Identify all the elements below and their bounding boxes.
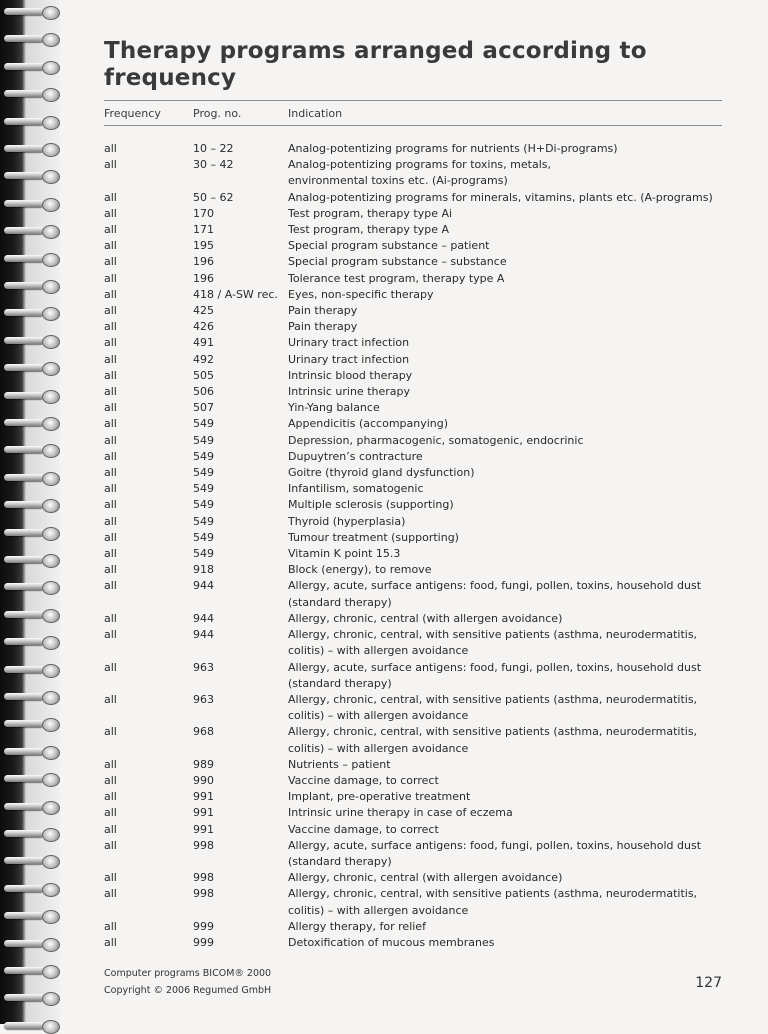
coil-wire — [4, 474, 44, 481]
cell-indication: Analog-potentizing programs for toxins, metals, environmental toxins etc. (Ai-programs) — [288, 158, 551, 188]
cell-prog-no: 990 — [193, 773, 214, 787]
spiral-coil — [4, 689, 58, 705]
punch-hole — [42, 143, 60, 157]
punch-hole — [42, 88, 60, 102]
cell-indication: Multiple sclerosis (supporting) — [288, 498, 454, 512]
cell-frequency: all — [104, 611, 117, 625]
punch-hole — [42, 472, 60, 486]
cell-frequency: all — [104, 871, 117, 885]
cell-prog-no: 505 — [193, 368, 214, 382]
cell-frequency: all — [104, 887, 117, 901]
cell-prog-no: 991 — [193, 790, 214, 804]
table-row — [104, 870, 722, 886]
table-row — [104, 497, 722, 513]
punch-hole — [42, 307, 60, 321]
cell-prog-no: 491 — [193, 336, 214, 350]
cell-prog-no: 418 / A-SW rec. — [193, 287, 278, 301]
cell-frequency: all — [104, 498, 117, 512]
cell-prog-no: 998 — [193, 887, 214, 901]
cell-indication: Special program substance – patient — [288, 239, 490, 253]
punch-hole — [42, 910, 60, 924]
punch-hole — [42, 61, 60, 75]
cell-frequency: all — [104, 287, 117, 301]
punch-hole — [42, 499, 60, 513]
coil-wire — [4, 35, 44, 42]
table-row — [104, 465, 722, 481]
coil-wire — [4, 63, 44, 70]
cell-indication: Infantilism, somatogenic — [288, 482, 424, 496]
cell-frequency: all — [104, 417, 117, 431]
cell-indication: Allergy, chronic, central, with sensitive patients (asthma, neurodermatitis, colitis) – with allergen avoidance — [288, 725, 698, 755]
spiral-coil — [4, 470, 58, 486]
cell-prog-no: 991 — [193, 822, 214, 836]
page-content — [104, 38, 722, 951]
spiral-coil — [4, 59, 58, 75]
cell-frequency: all — [104, 790, 117, 804]
punch-hole — [42, 444, 60, 458]
spiral-coil — [4, 936, 58, 952]
cell-prog-no: 998 — [193, 838, 214, 852]
spiral-coil — [4, 388, 58, 404]
table-row — [104, 724, 722, 756]
coil-wire — [4, 803, 44, 810]
table-row — [104, 157, 722, 189]
cell-prog-no: 991 — [193, 806, 214, 820]
cell-indication: Intrinsic urine therapy in case of eczema — [288, 806, 513, 820]
page-number: 127 — [695, 975, 722, 991]
table-row — [104, 660, 722, 692]
coil-wire — [4, 583, 44, 590]
cell-frequency: all — [104, 725, 117, 739]
coil-wire — [4, 501, 44, 508]
table-row — [104, 400, 722, 416]
program-table — [104, 141, 722, 951]
cell-indication: Allergy, chronic, central, with sensitive patients (asthma, neurodermatitis, colitis) – with allergen avoidance — [288, 887, 698, 917]
spiral-coil — [4, 223, 58, 239]
cell-indication: Allergy, acute, surface antigens: food, fungi, pollen, toxins, household dust (standard therapy) — [288, 660, 702, 690]
punch-hole — [42, 225, 60, 239]
cell-frequency: all — [104, 304, 117, 318]
spiral-coil — [4, 853, 58, 869]
coil-wire — [4, 227, 44, 234]
table-row — [104, 611, 722, 627]
punch-hole — [42, 992, 60, 1006]
spiral-coil — [4, 963, 58, 979]
cell-frequency: all — [104, 660, 117, 674]
punch-hole — [42, 33, 60, 47]
cell-prog-no: 549 — [193, 433, 214, 447]
punch-hole — [42, 965, 60, 979]
spiral-coil — [4, 716, 58, 732]
coil-wire — [4, 994, 44, 1001]
spiral-coil — [4, 799, 58, 815]
coil-wire — [4, 748, 44, 755]
cell-prog-no: 425 — [193, 304, 214, 318]
cell-indication: Intrinsic blood therapy — [288, 368, 413, 382]
cell-frequency: all — [104, 757, 117, 771]
coil-wire — [4, 912, 44, 919]
table-row — [104, 546, 722, 562]
cell-frequency: all — [104, 530, 117, 544]
punch-hole — [42, 938, 60, 952]
cell-prog-no: 30 – 42 — [193, 158, 234, 172]
cell-indication: Eyes, non-specific therapy — [288, 287, 434, 301]
cell-frequency: all — [104, 401, 117, 415]
spiral-coil — [4, 305, 58, 321]
table-row — [104, 789, 722, 805]
spiral-coil — [4, 525, 58, 541]
spiral-coil — [4, 168, 58, 184]
cell-indication: Depression, pharmacogenic, somatogenic, endocrinic — [288, 433, 584, 447]
table-row — [104, 335, 722, 351]
cell-prog-no: 918 — [193, 563, 214, 577]
cell-frequency: all — [104, 806, 117, 820]
cell-prog-no: 549 — [193, 449, 214, 463]
spiral-coil — [4, 908, 58, 924]
table-row — [104, 514, 722, 530]
coil-wire — [4, 419, 44, 426]
table-row — [104, 935, 722, 951]
punch-hole — [42, 691, 60, 705]
cell-indication: Thyroid (hyperplasia) — [288, 514, 406, 528]
coil-wire — [4, 940, 44, 947]
spiral-coil — [4, 771, 58, 787]
page-title: Therapy programs arranged according to frequency — [104, 38, 647, 91]
coil-wire — [4, 693, 44, 700]
table-row — [104, 416, 722, 432]
cell-frequency: all — [104, 320, 117, 334]
cell-prog-no: 426 — [193, 320, 214, 334]
cell-prog-no: 171 — [193, 223, 214, 237]
table-row — [104, 773, 722, 789]
coil-wire — [4, 556, 44, 563]
cell-indication: Urinary tract infection — [288, 336, 410, 350]
spiral-coil — [4, 251, 58, 267]
cell-prog-no: 50 – 62 — [193, 190, 234, 204]
cell-frequency: all — [104, 433, 117, 447]
table-row — [104, 206, 722, 222]
punch-hole — [42, 198, 60, 212]
cell-frequency: all — [104, 822, 117, 836]
cell-indication: Detoxification of mucous membranes — [288, 935, 495, 949]
punch-hole — [42, 664, 60, 678]
coil-wire — [4, 611, 44, 618]
coil-wire — [4, 337, 44, 344]
spiral-coil — [4, 579, 58, 595]
spiral-coil — [4, 442, 58, 458]
cell-prog-no: 549 — [193, 547, 214, 561]
spiral-coil — [4, 114, 58, 130]
cell-frequency: all — [104, 692, 117, 706]
cell-indication: Dupuytren’s contracture — [288, 449, 423, 463]
coil-wire — [4, 392, 44, 399]
punch-hole — [42, 390, 60, 404]
spiral-coil — [4, 333, 58, 349]
spiral-coil — [4, 552, 58, 568]
cell-frequency: all — [104, 563, 117, 577]
coil-wire — [4, 309, 44, 316]
table-row — [104, 238, 722, 254]
punch-hole — [42, 362, 60, 376]
cell-prog-no: 944 — [193, 579, 214, 593]
cell-prog-no: 196 — [193, 271, 214, 285]
cell-indication: Allergy, chronic, central (with allergen avoidance) — [288, 871, 563, 885]
spiral-coil — [4, 662, 58, 678]
cell-prog-no: 549 — [193, 498, 214, 512]
cell-frequency: all — [104, 773, 117, 787]
cell-indication: Vaccine damage, to correct — [288, 822, 439, 836]
cell-prog-no: 195 — [193, 239, 214, 253]
cell-frequency: all — [104, 158, 117, 172]
cell-frequency: all — [104, 190, 117, 204]
table-row — [104, 530, 722, 546]
cell-indication: Allergy, chronic, central (with allergen avoidance) — [288, 611, 563, 625]
cell-indication: Test program, therapy type A — [288, 223, 450, 237]
table-row — [104, 822, 722, 838]
punch-hole — [42, 773, 60, 787]
coil-wire — [4, 775, 44, 782]
cell-prog-no: 989 — [193, 757, 214, 771]
table-row — [104, 222, 722, 238]
table-row — [104, 271, 722, 287]
cell-indication: Implant, pre-operative treatment — [288, 790, 471, 804]
cell-frequency: all — [104, 368, 117, 382]
punch-hole — [42, 609, 60, 623]
table-row — [104, 384, 722, 400]
cell-prog-no: 549 — [193, 514, 214, 528]
coil-wire — [4, 8, 44, 15]
coil-wire — [4, 967, 44, 974]
punch-hole — [42, 581, 60, 595]
table-row — [104, 562, 722, 578]
table-row — [104, 303, 722, 319]
cell-indication: Allergy, acute, surface antigens: food, fungi, pollen, toxins, household dust (standard therapy) — [288, 579, 702, 609]
spiral-coil — [4, 881, 58, 897]
cell-frequency: all — [104, 336, 117, 350]
cell-indication: Goitre (thyroid gland dysfunction) — [288, 466, 475, 480]
header-bottom-rule — [104, 125, 722, 126]
spiral-coil — [4, 4, 58, 20]
punch-hole — [42, 883, 60, 897]
table-header — [104, 101, 722, 125]
coil-wire — [4, 118, 44, 125]
table-row — [104, 190, 722, 206]
spiral-coil — [4, 744, 58, 760]
column-header-frequency: Frequency — [104, 106, 161, 120]
cell-prog-no: 549 — [193, 482, 214, 496]
coil-wire — [4, 638, 44, 645]
spiral-coil — [4, 826, 58, 842]
column-header-indication: Indication — [288, 106, 343, 120]
cell-indication: Yin-Yang balance — [288, 401, 380, 415]
cell-prog-no: 506 — [193, 385, 214, 399]
cell-prog-no: 944 — [193, 611, 214, 625]
coil-wire — [4, 255, 44, 262]
cell-frequency: all — [104, 271, 117, 285]
coil-wire — [4, 446, 44, 453]
coil-wire — [4, 666, 44, 673]
punch-hole — [42, 718, 60, 732]
cell-prog-no: 170 — [193, 206, 214, 220]
cell-prog-no: 492 — [193, 352, 214, 366]
cell-prog-no: 963 — [193, 692, 214, 706]
cell-prog-no: 968 — [193, 725, 214, 739]
cell-frequency: all — [104, 142, 117, 155]
punch-hole — [42, 527, 60, 541]
coil-wire — [4, 529, 44, 536]
cell-frequency: all — [104, 239, 117, 253]
cell-frequency: all — [104, 255, 117, 269]
punch-hole — [42, 1020, 60, 1034]
cell-prog-no: 10 – 22 — [193, 142, 234, 155]
punch-hole — [42, 280, 60, 294]
spiral-coil — [4, 607, 58, 623]
coil-wire — [4, 282, 44, 289]
cell-indication: Nutrients – patient — [288, 757, 391, 771]
spiral-coil — [4, 415, 58, 431]
punch-hole — [42, 116, 60, 130]
punch-hole — [42, 636, 60, 650]
coil-wire — [4, 364, 44, 371]
cell-prog-no: 998 — [193, 871, 214, 885]
spiral-binding — [0, 0, 60, 1024]
cell-frequency: all — [104, 223, 117, 237]
spiral-coil — [4, 278, 58, 294]
cell-indication: Allergy, chronic, central, with sensitive patients (asthma, neurodermatitis, colitis) – with allergen avoidance — [288, 628, 698, 658]
spiral-coil — [4, 990, 58, 1006]
table-row — [104, 627, 722, 659]
cell-prog-no: 196 — [193, 255, 214, 269]
coil-wire — [4, 172, 44, 179]
cell-indication: Analog-potentizing programs for nutrients (H+Di-programs) — [288, 142, 618, 155]
table-row — [104, 319, 722, 335]
coil-wire — [4, 885, 44, 892]
cell-frequency: all — [104, 935, 117, 949]
cell-indication: Test program, therapy type Ai — [288, 206, 453, 220]
coil-wire — [4, 200, 44, 207]
cell-prog-no: 999 — [193, 935, 214, 949]
punch-hole — [42, 855, 60, 869]
table-row — [104, 449, 722, 465]
coil-wire — [4, 145, 44, 152]
cell-indication: Analog-potentizing programs for minerals, vitamins, plants etc. (A-programs) — [288, 190, 713, 204]
table-row — [104, 919, 722, 935]
table-row — [104, 886, 722, 918]
table-row — [104, 352, 722, 368]
table-row — [104, 838, 722, 870]
table-row — [104, 805, 722, 821]
spiral-coil — [4, 360, 58, 376]
footer-copyright-line: Copyright © 2006 Regumed GmbH — [104, 985, 272, 996]
spiral-coil — [4, 86, 58, 102]
cell-frequency: all — [104, 514, 117, 528]
cell-frequency: all — [104, 385, 117, 399]
cell-indication: Intrinsic urine therapy — [288, 385, 411, 399]
cell-indication: Block (energy), to remove — [288, 563, 432, 577]
cell-indication: Pain therapy — [288, 320, 358, 334]
cell-frequency: all — [104, 579, 117, 593]
cell-frequency: all — [104, 919, 117, 933]
cell-frequency: all — [104, 206, 117, 220]
coil-wire — [4, 1022, 44, 1029]
cell-prog-no: 999 — [193, 919, 214, 933]
cell-frequency: all — [104, 449, 117, 463]
table-row — [104, 757, 722, 773]
column-header-prog-no: Prog. no. — [193, 106, 242, 120]
table-row — [104, 368, 722, 384]
cell-indication: Allergy, acute, surface antigens: food, fungi, pollen, toxins, household dust (standard therapy) — [288, 838, 702, 868]
table-row — [104, 433, 722, 449]
coil-wire — [4, 857, 44, 864]
punch-hole — [42, 828, 60, 842]
table-row — [104, 254, 722, 270]
cell-frequency: all — [104, 466, 117, 480]
cell-frequency: all — [104, 352, 117, 366]
coil-wire — [4, 90, 44, 97]
table-row — [104, 692, 722, 724]
cell-frequency: all — [104, 838, 117, 852]
spiral-coil — [4, 497, 58, 513]
cell-prog-no: 944 — [193, 628, 214, 642]
cell-indication: Urinary tract infection — [288, 352, 410, 366]
spiral-coil — [4, 1018, 58, 1034]
cell-indication: Special program substance – substance — [288, 255, 507, 269]
cell-indication: Appendicitis (accompanying) — [288, 417, 449, 431]
cell-indication: Tolerance test program, therapy type A — [288, 271, 505, 285]
punch-hole — [42, 417, 60, 431]
spiral-coil — [4, 634, 58, 650]
punch-hole — [42, 253, 60, 267]
cell-prog-no: 549 — [193, 466, 214, 480]
cell-prog-no: 549 — [193, 530, 214, 544]
cell-frequency: all — [104, 628, 117, 642]
cell-prog-no: 549 — [193, 417, 214, 431]
cell-indication: Tumour treatment (supporting) — [288, 530, 459, 544]
punch-hole — [42, 6, 60, 20]
table-row — [104, 141, 722, 157]
footer-product-line: Computer programs BICOM® 2000 — [104, 968, 272, 979]
table-row — [104, 578, 722, 610]
page-footer — [104, 965, 722, 999]
spiral-coil — [4, 196, 58, 212]
punch-hole — [42, 335, 60, 349]
cell-frequency: all — [104, 482, 117, 496]
spiral-coil — [4, 31, 58, 47]
cell-indication: Allergy therapy, for relief — [288, 919, 426, 933]
punch-hole — [42, 170, 60, 184]
cell-prog-no: 963 — [193, 660, 214, 674]
table-row — [104, 481, 722, 497]
punch-hole — [42, 801, 60, 815]
cell-indication: Pain therapy — [288, 304, 358, 318]
punch-hole — [42, 746, 60, 760]
coil-wire — [4, 720, 44, 727]
cell-indication: Vaccine damage, to correct — [288, 773, 439, 787]
spiral-coil — [4, 141, 58, 157]
cell-indication: Allergy, chronic, central, with sensitive patients (asthma, neurodermatitis, colitis) – with allergen avoidance — [288, 692, 698, 723]
cell-frequency: all — [104, 547, 117, 561]
cell-indication: Vitamin K point 15.3 — [288, 547, 401, 561]
coil-wire — [4, 830, 44, 837]
cell-prog-no: 507 — [193, 401, 214, 415]
punch-hole — [42, 554, 60, 568]
table-row — [104, 287, 722, 303]
